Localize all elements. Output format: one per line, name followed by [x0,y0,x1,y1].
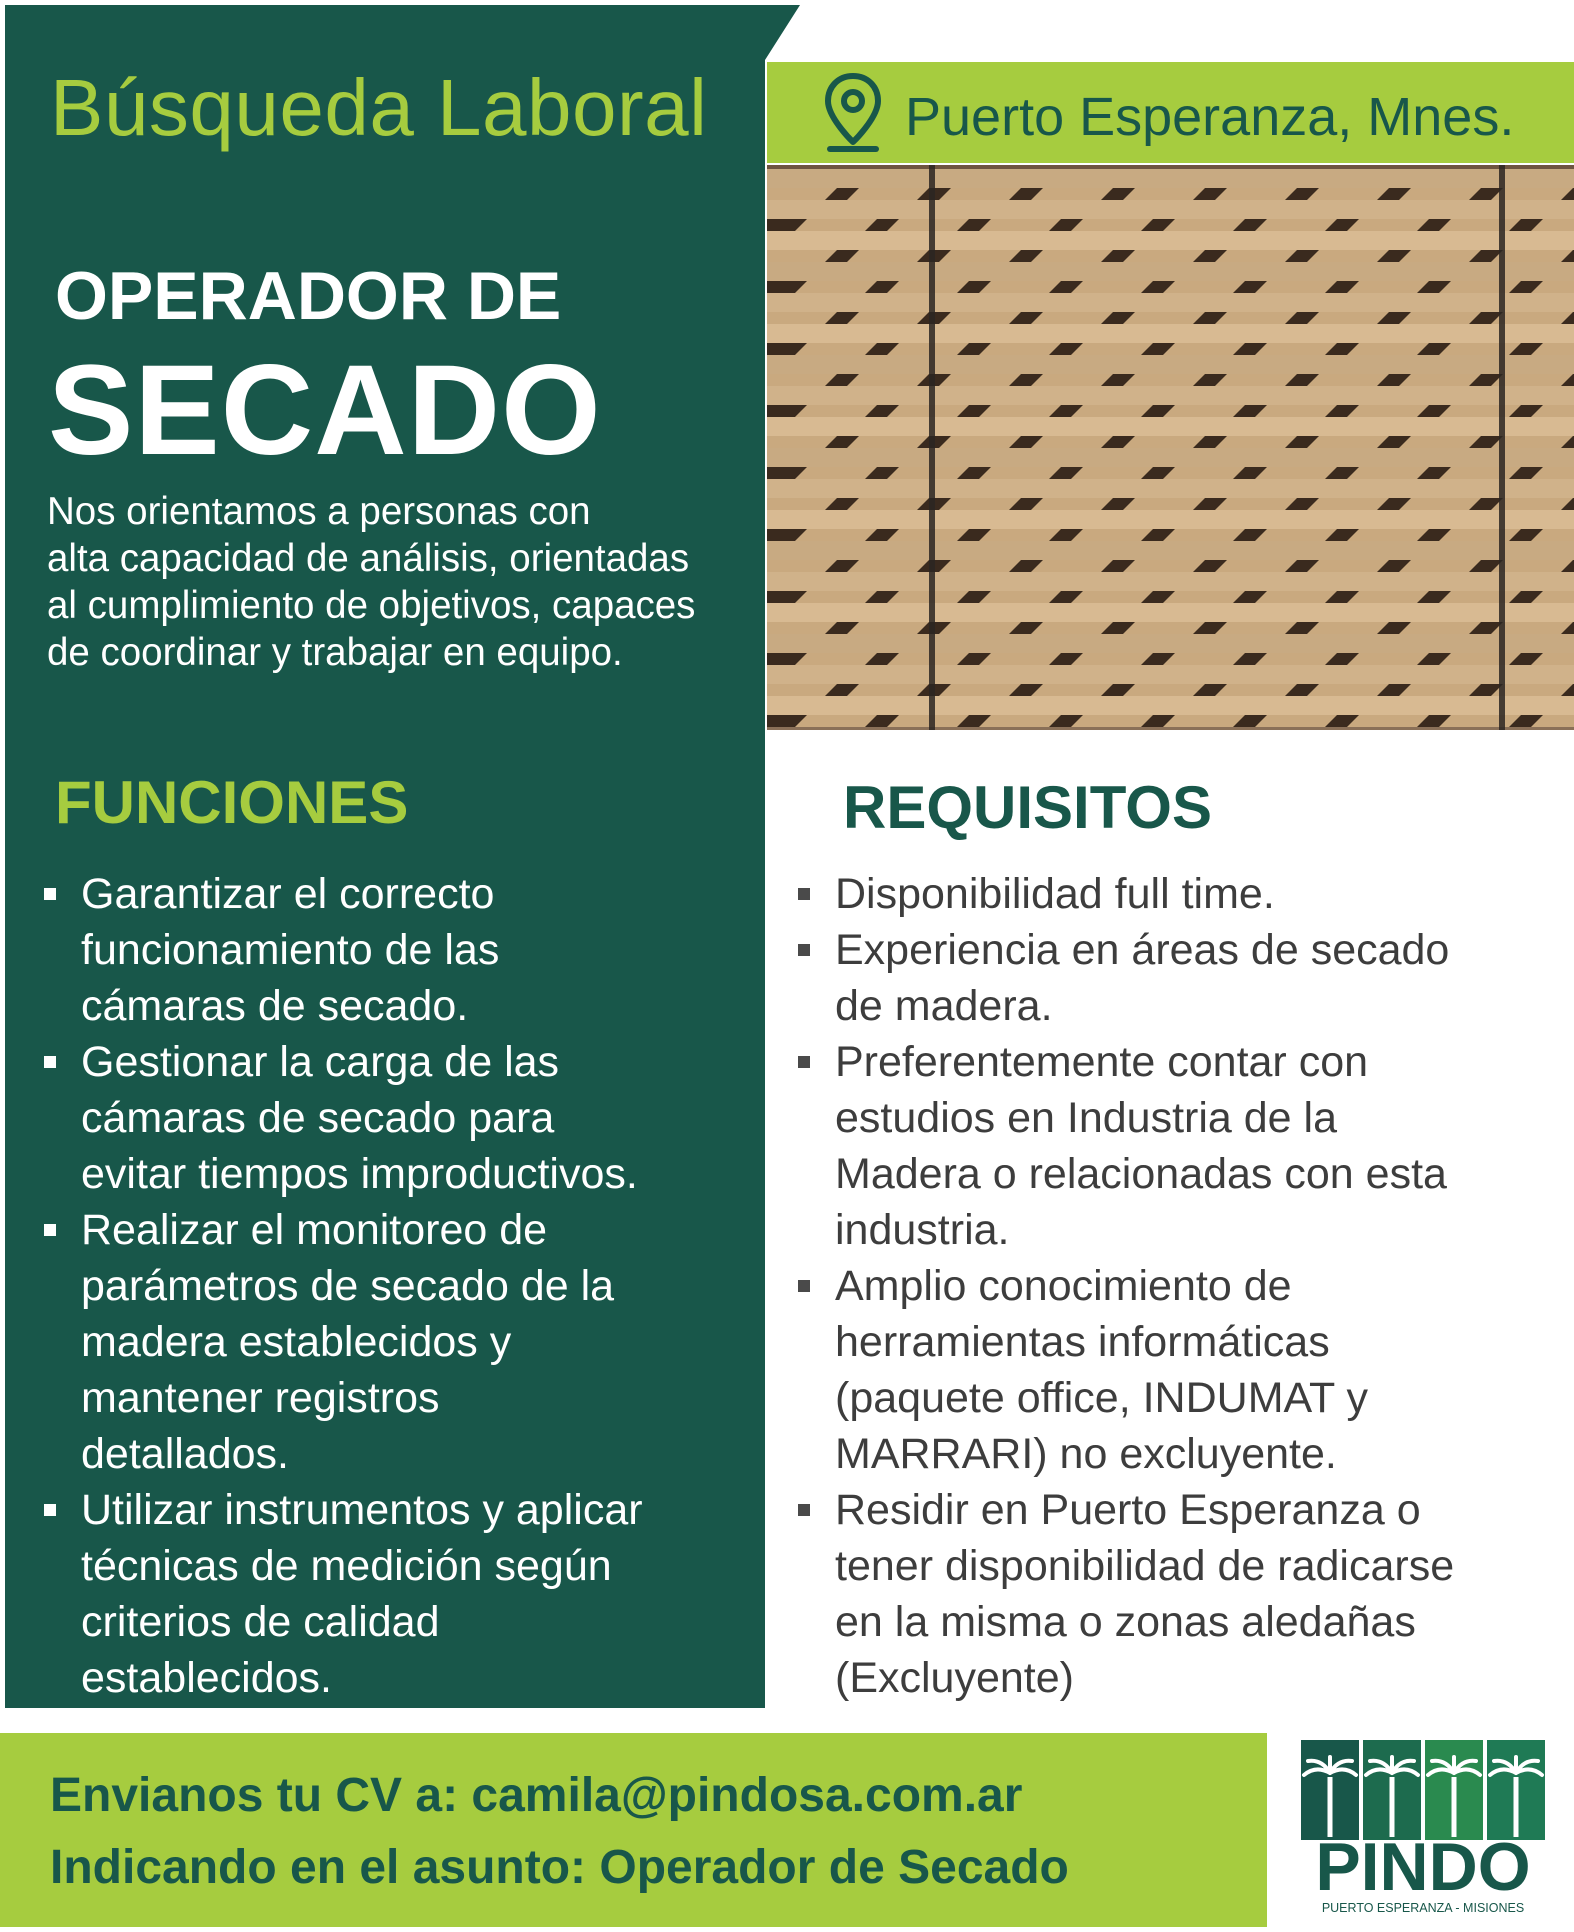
job-description [47,488,767,676]
footer-cv-line: Envianos tu CV a: camila@pindosa.com.ar [50,1769,1023,1822]
square-bullet-icon [44,888,56,900]
palm-tree-icon [1301,1740,1545,1840]
requisitos-item [798,1034,1454,1258]
square-bullet-icon [798,1504,810,1516]
location-bar [767,62,1574,163]
map-pin-icon [822,72,884,154]
funciones-item-text: detallados. [81,1430,289,1478]
requisitos-item-text: Preferentemente contar con [835,1038,1369,1086]
square-bullet-icon [798,1056,810,1068]
requisitos-item [798,1482,1454,1706]
funciones-item-text: técnicas de medición según [81,1542,612,1590]
funciones-item-text: Gestionar la carga de las [81,1038,560,1086]
requisitos-item-text: Amplio conocimiento de [835,1262,1292,1310]
requisitos-item-text: estudios en Industria de la [835,1094,1337,1142]
funciones-item-text: criterios de calidad [81,1598,440,1646]
lumber-illustration [767,165,1574,730]
funciones-item-text: evitar tiempos improductivos. [81,1150,638,1198]
requisitos-item-text: (paquete office, INDUMAT y [835,1374,1368,1422]
requisitos-item [798,1258,1454,1482]
square-bullet-icon [44,1056,56,1068]
description-line: Nos orientamos a personas con [47,490,591,533]
funciones-item-text: funcionamiento de las [81,926,500,974]
funciones-item-text: parámetros de secado de la [81,1262,615,1310]
footer-bar [0,1733,1267,1927]
requisitos-item-text: Madera o relacionadas con esta [835,1150,1447,1198]
square-bullet-icon [798,1280,810,1292]
funciones-item [44,1034,643,1202]
requisitos-item-text: (Excluyente) [835,1654,1074,1702]
job-title-prefix: OPERADOR DE [55,258,562,334]
job-title: SECADO [48,339,602,482]
funciones-item [44,866,643,1034]
square-bullet-icon [798,888,810,900]
funciones-item-text: mantener registros [81,1374,440,1422]
requisitos-heading: REQUISITOS [843,774,1212,841]
page-header-title: Búsqueda Laboral [50,63,708,152]
description-line: al cumplimiento de objetivos, capaces [47,584,696,627]
funciones-heading: FUNCIONES [55,769,409,836]
funciones-item-text: Garantizar el correcto [81,870,495,918]
requisitos-item-text: herramientas informáticas [835,1318,1330,1366]
funciones-item-text: madera establecidos y [81,1318,512,1366]
square-bullet-icon [798,944,810,956]
requisitos-item-text: de madera. [835,982,1053,1030]
funciones-item-text: cámaras de secado. [81,982,469,1030]
funciones-item-text: establecidos. [81,1654,332,1702]
requisitos-item-text: Disponibilidad full time. [835,870,1275,918]
description-line: alta capacidad de análisis, orientadas [47,537,690,580]
funciones-list [44,866,643,1706]
requisitos-list [798,866,1454,1706]
requisitos-item-text: industria. [835,1206,1010,1254]
square-bullet-icon [44,1504,56,1516]
pindo-logo [1298,1737,1548,1917]
logo-subtitle: PUERTO ESPERANZA - MISIONES [1321,1901,1525,1915]
requisitos-item [798,922,1454,1034]
requisitos-item-text: en la misma o zonas aledañas [835,1598,1416,1646]
requisitos-item-text: MARRARI) no excluyente. [835,1430,1337,1478]
location-text: Puerto Esperanza, Mnes. [905,87,1515,147]
requisitos-item-text: Residir en Puerto Esperanza o [835,1486,1421,1534]
requisitos-item-text: Experiencia en áreas de secado [835,926,1450,974]
requisitos-item [798,866,1454,922]
funciones-item [44,1202,643,1482]
footer-subject-line: Indicando en el asunto: Operador de Secado [50,1841,1069,1894]
square-bullet-icon [44,1224,56,1236]
logo-name: PINDO [1315,1829,1531,1905]
left-panel-notch [765,5,800,60]
lumber-stack-photo [767,165,1574,730]
description-line: de coordinar y trabajar en equipo. [47,631,623,674]
requisitos-item-text: tener disponibilidad de radicarse [835,1542,1455,1590]
funciones-item-text: Utilizar instrumentos y aplicar [81,1486,643,1534]
funciones-item [44,1482,643,1706]
funciones-item-text: cámaras de secado para [81,1094,555,1142]
funciones-item-text: Realizar el monitoreo de [81,1206,548,1254]
